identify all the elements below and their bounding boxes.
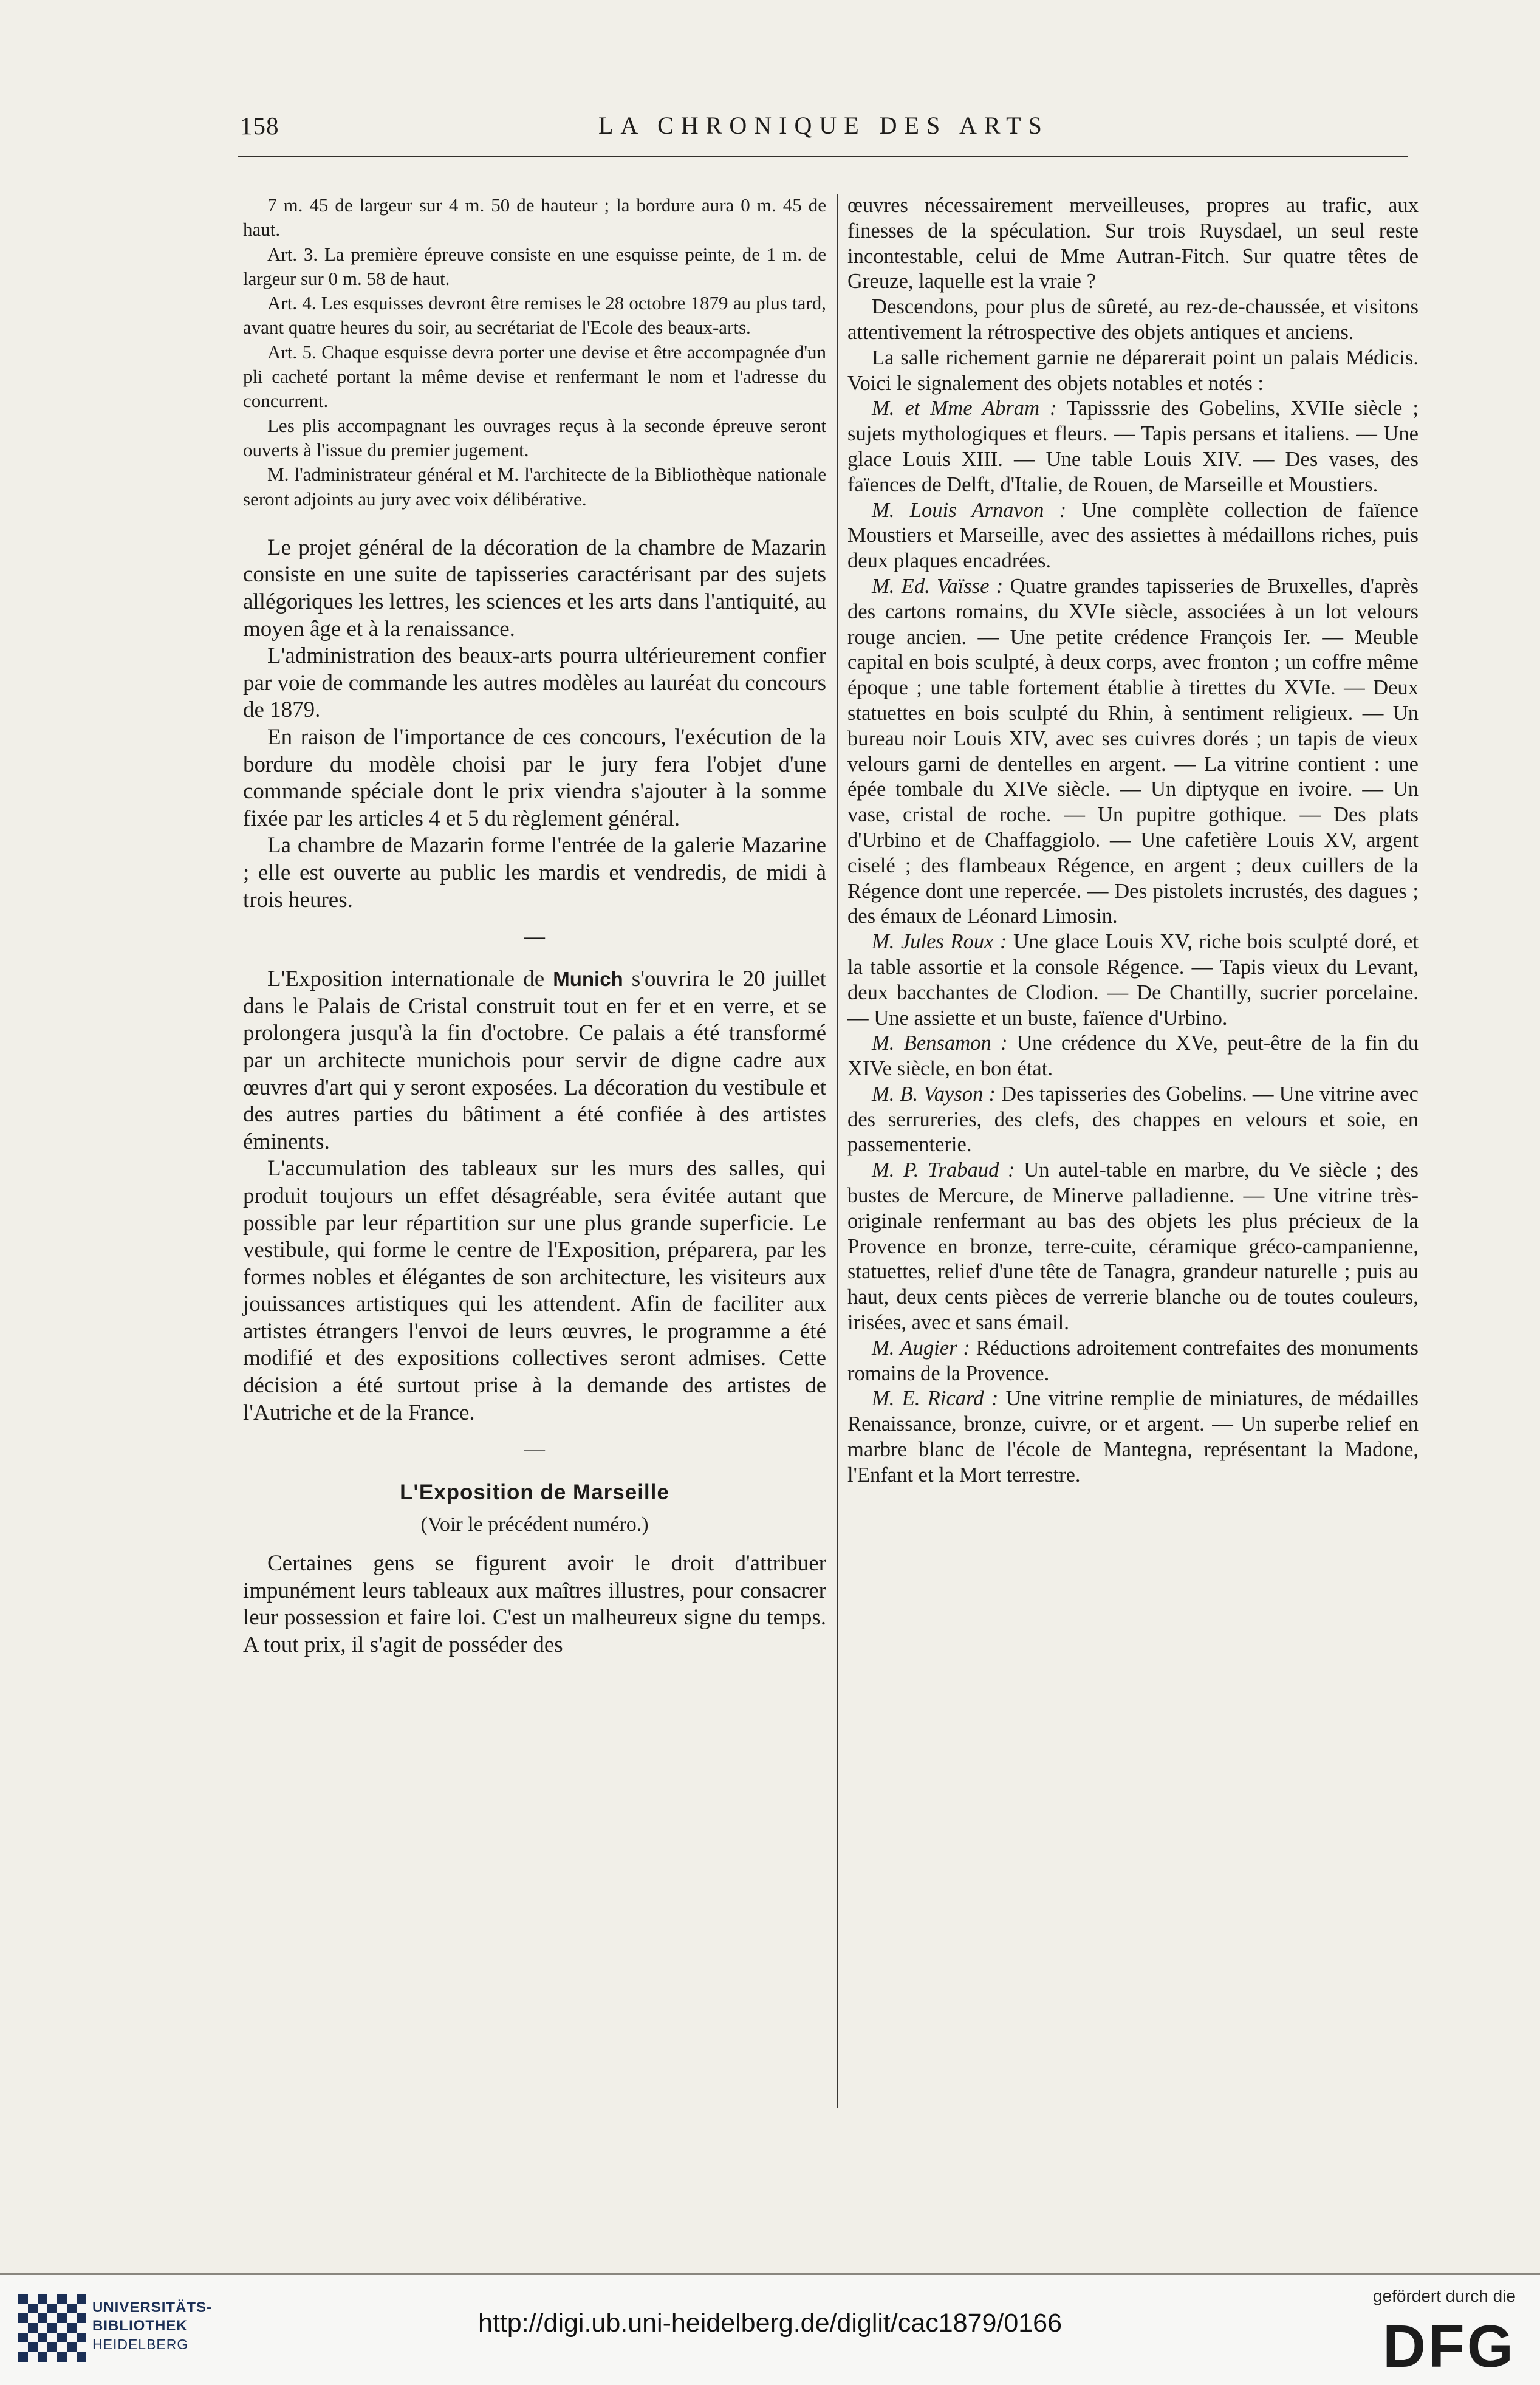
text-run: L'Exposition internationale de (267, 967, 553, 992)
collector-name: M. Louis Arnavon : (872, 498, 1067, 522)
entry-text: Réductions adroitement contrefaites des monuments romains de la Provence. (847, 1336, 1419, 1385)
collector-entry (847, 498, 1419, 574)
entry-text: Un autel-table en marbre, du Ve siècle ; des bustes de Mercure, de Minerve palladienne. — Une vitrine très-originale renfermant au bas des objets les plus précieux de la Provence en bronze, terre-cuite, céramique gréco-campanienne, statuettes, relief d'une tête de Tanagra, grandeur naturelle ; puis au haut, deux cents pièces de verrerie blanche ou de toutes couleurs, irisées, avec et sans émail. (847, 1158, 1419, 1335)
paragraph: Le projet général de la décoration de la chambre de Mazarin consiste en une suite de tapisseries caractérisant par des sujets allégoriques les lettres, les sciences et les arts dans l'antiquité, au moyen âge et à la renaissance. (243, 535, 826, 642)
collector-name: M. E. Ricard : (872, 1387, 999, 1411)
left-column (243, 193, 826, 1659)
collector-name: M. Bensamon : (872, 1032, 1008, 1055)
collector-entry (847, 1158, 1419, 1336)
entry-text: Une vitrine remplie de miniatures, de médailles Renaissance, bronze, cuivre, or et argent. — Un superbe relief en marbre blanc de l'école de Mantegna, représentant la Madone, l'Enfant et la Mort terrestre. (847, 1387, 1419, 1487)
permalink-url[interactable]: http://digi.ub.uni-heidelberg.de/diglit/cac1879/0166 (477, 2308, 1063, 2338)
collector-name: M. P. Trabaud : (872, 1158, 1015, 1182)
paragraph: La salle richement garnie ne déparerait point un palais Médicis. Voici le signalement des objets notables et notés : (847, 346, 1419, 395)
paragraph: œuvres nécessairement merveilleuses, propres au trafic, aux finesses de la spéculation. Sur trois Ruysdael, un seul reste incontestable, celui de Mme Autran-Fitch. Sur quatre têtes de Greuze, laquelle est la vraie ? (847, 194, 1419, 293)
section-subheading: (Voir le précédent numéro.) (420, 1513, 649, 1536)
right-column (847, 193, 1419, 1488)
library-name-line: UNIVERSITÄTS- (92, 2299, 213, 2316)
paragraph: Les plis accompagnant les ouvrages reçus à la seconde épreuve seront ouverts à l'issue du premier jugement. (243, 414, 826, 460)
collector-entry (847, 574, 1419, 929)
header-rule (238, 156, 1408, 157)
dfg-logo: DFG (1383, 2313, 1516, 2380)
paragraph: Art. 5. Chaque esquisse devra porter une devise et être accompagnée d'un pli cacheté portant la même devise et renfermant le nom et l'adresse du concurrent. (243, 341, 826, 412)
entry-text: Une crédence du XVe, peut-être de la fin du XIVe siècle, en bon état. (847, 1032, 1419, 1081)
paragraph: L'accumulation des tableaux sur les murs des salles, qui produit toujours un effet désagréable, sera évitée autant que possible par leur répartition sur une plus grande superficie. Le vestibule, qui forme le centre de l'Exposition, préparera, par les formes nobles et élégantes de son architecture, les visiteurs aux jouissances artistiques qui les attendent. Afin de faciliter aux artistes étrangers l'envoi de leurs œuvres, le programme a été modifié et des expositions collectives seront admises. Cette décision a été surtout prise à la demande des artistes de l'Autriche et de la France. (243, 1156, 826, 1425)
collector-name: M. B. Vayson : (872, 1082, 996, 1106)
running-title: LA CHRONIQUE DES ARTS (598, 112, 1049, 139)
funded-by-label: gefördert durch die (1372, 2287, 1516, 2305)
collector-entry (847, 1336, 1419, 1387)
collector-entry (847, 1386, 1419, 1488)
collector-entry (847, 1031, 1419, 1082)
collector-name: M. Augier : (872, 1336, 970, 1360)
library-name-line: HEIDELBERG (92, 2336, 189, 2352)
library-name-line: BIBLIOTHEK (92, 2318, 188, 2334)
collector-name: M. Ed. Vaïsse : (872, 574, 1004, 598)
paragraph: L'administration des beaux-arts pourra ultérieurement confier par voie de commande les autres modèles au lauréat du concours de 1879. (243, 643, 826, 723)
section-separator: — (524, 925, 545, 948)
page-number: 158 (240, 112, 279, 140)
paragraph: M. l'administrateur général et M. l'architecte de la Bibliothèque nationale seront adjoints au jury avec voix délibérative. (243, 464, 826, 510)
paragraph: La chambre de Mazarin forme l'entrée de la galerie Mazarine ; elle est ouverte au public les mardis et vendredis, de midi à trois heures. (243, 833, 826, 912)
paragraph: En raison de l'importance de ces concours, l'exécution de la bordure du modèle choisi par le jury fera l'objet d'une commande spéciale dont le prix viendra s'ajouter à la somme fixée par les articles 4 et 5 du règlement général. (243, 725, 826, 831)
column-rule (837, 194, 838, 2108)
paragraph: Descendons, pour plus de sûreté, au rez-de-chaussée, et visitons attentivement la rétrospective des objets antiques et anciens. (847, 295, 1419, 344)
entry-text: Une complète collection de faïence Moustiers et Marseille, avec des assiettes à médaillons riches, puis deux plaques encadrées. (847, 498, 1419, 573)
place-name: Munich (553, 968, 623, 991)
collector-entry (847, 396, 1419, 498)
collector-entry (847, 1082, 1419, 1158)
paragraph: 7 m. 45 de largeur sur 4 m. 50 de hauteur ; la bordure aura 0 m. 45 de haut. (243, 194, 826, 241)
collector-name: M. Jules Roux : (872, 930, 1007, 954)
section-heading: L'Exposition de Marseille (400, 1480, 669, 1505)
paragraph: Art. 4. Les esquisses devront être remises le 28 octobre 1879 au plus tard, avant quatre heures du soir, au secrétariat de l'Ecole des beaux-arts. (243, 292, 826, 338)
entry-text: Une glace Louis XV, riche bois sculpté doré, et la table assortie et la console Régence. — Tapis vieux du Levant, deux bacchantes de Clodion. — De Chantilly, sucrier porcelaine. — Une assiette et un buste, faïence d'Urbino. (847, 930, 1419, 1030)
paragraph: Art. 3. La première épreuve consiste en une esquisse peinte, de 1 m. de largeur sur 0 m. 58 de haut. (243, 243, 826, 289)
entry-text: Des tapisseries des Gobelins. — Une vitrine avec des serrureries, des clefs, des chappes en velours et soie, en passementerie. (847, 1082, 1419, 1157)
text-run: s'ouvrira le 20 juillet dans le Palais de Cristal construit tout en fer et en verre, et se prolongera jusqu'à la fin d'octobre. Ce palais a été transformé par un architecte munichois pour servir de digne cadre aux œuvres d'art qui y seront exposées. La décoration du vestibule et des autres parties du bâtiment a été confiée à des artistes éminents. (243, 967, 826, 1154)
entry-text: Quatre grandes tapisseries de Bruxelles, d'après des cartons romains, du XVIe siècle, associées à un lot velours rouge ancien. — Une petite crédence François Ier. — Meuble capital en bois sculpté, à deux corps, avec fronton ; un coffre même époque ; une table fortement établie à tirettes du XVIe. — Deux statuettes en bois sculpté du Rhin, à sentiment religieux. — Un bureau noir Louis XIV, avec ses cuivres dorés ; un tapis de vieux velours garni de dentelles en argent. — La vitrine contient : une épée tombale du XIVe siècle. — Un diptyque en ivoire. — Un vase, cristal de roche. — Un pupitre gothique. — Des plats d'Urbino et de Chaffaggiolo. — Une cafetière Louis XV, argent ciselé ; des flambeaux Régence, en argent ; deux cuillers de la Régence dont une repercée. — Des pistolets incrustés, des dagues ; des émaux de Léonard Limosin. (847, 574, 1419, 928)
paragraph-munich (243, 966, 826, 1155)
collector-entry (847, 929, 1419, 1031)
paragraph: Certaines gens se figurent avoir le droit d'attribuer impunément leurs tableaux aux maîtres illustres, pour consacrer leur possession et faire loi. C'est un malheureux signe du temps. A tout prix, il s'agit de posséder des (243, 1551, 826, 1658)
entry-text: Tapisssrie des Gobelins, XVIIe siècle ; sujets mythologiques et fleurs. — Tapis persans et italiens. — Une glace Louis XIII. — Une table Louis XIV. — Des vases, des faïences de Delft, d'Italie, de Rouen, de Marseille et Moustiers. (847, 397, 1419, 496)
section-separator: — (524, 1438, 545, 1461)
collector-name: M. et Mme Abram : (872, 397, 1057, 420)
